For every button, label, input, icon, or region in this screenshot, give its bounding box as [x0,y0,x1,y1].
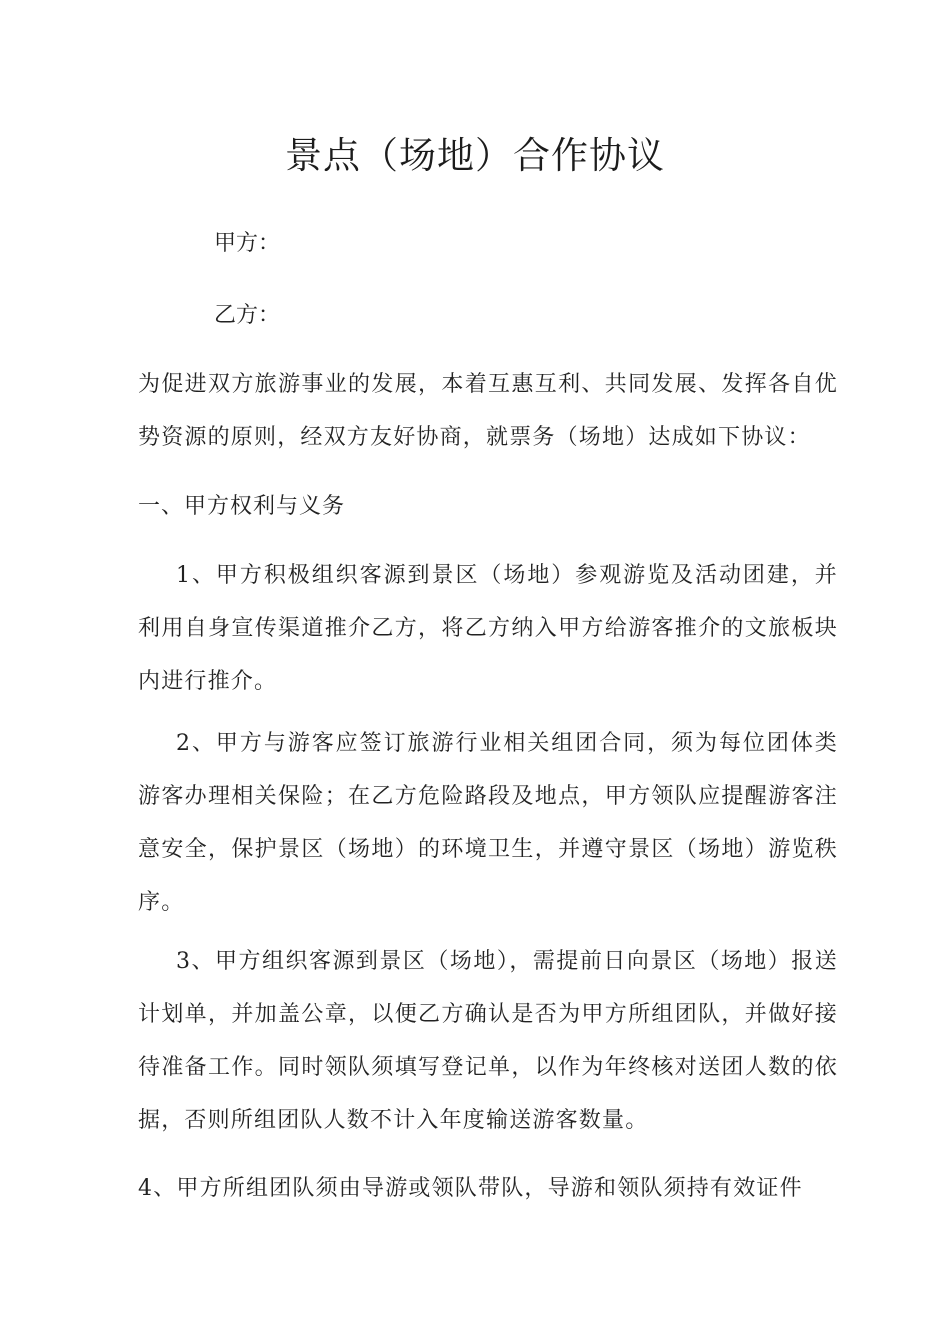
clause-3-paragraph: 3、甲方组织客源到景区（场地），需提前日向景区（场地）报送计划单，并加盖公章，以便乙方确认是否为甲方所组团队，并做好接待准备工作。同时领队须填写登记单，以作为年终核对送团人数的依据，否则所组团队人数不计入年度输送游客数量。 [138,949,838,1133]
clause-4-paragraph: 4、甲方所组团队须由导游或领队带队，导游和领队须持有效证件 [138,1176,803,1201]
clause-1-paragraph: 1、甲方积极组织客源到景区（场地）参观游览及活动团建，并利用自身宣传渠道推介乙方，将乙方纳入甲方给游客推介的文旅板块内进行推介。 [138,563,838,694]
party-b-label: 乙方： [214,303,281,328]
section-heading: 一、甲方权利与义务 [138,494,346,519]
document-title: 景点（场地）合作协议 [285,134,665,177]
clause-2-paragraph: 2、甲方与游客应签订旅游行业相关组团合同，须为每位团体类游客办理相关保险；在乙方危险路段及地点，甲方领队应提醒游客注意安全，保护景区（场地）的环境卫生，并遵守景区（场地）游览秩序。 [138,731,838,915]
preamble-paragraph: 为促进双方旅游事业的发展，本着互惠互利、共同发展、发挥各自优势资源的原则，经双方友好协商，就票务（场地）达成如下协议： [138,372,838,450]
party-a-label: 甲方： [214,231,281,256]
